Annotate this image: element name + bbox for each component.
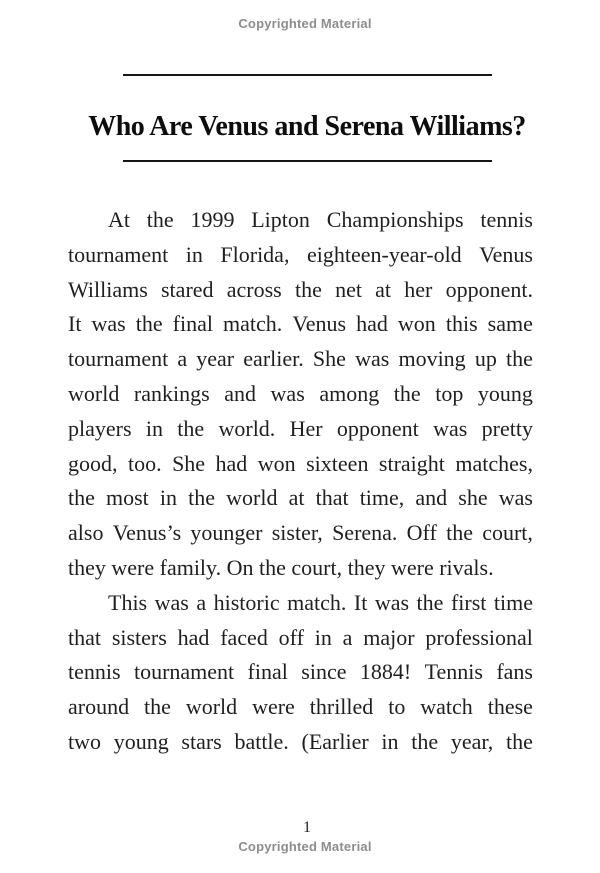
word: sisters (111, 624, 167, 650)
body-text-line (68, 481, 533, 516)
word: time (493, 589, 533, 615)
body-text-line (68, 516, 533, 551)
word: historic (213, 589, 280, 615)
word: the (68, 485, 95, 511)
word: Venus (292, 311, 347, 337)
word: young (477, 380, 533, 406)
word: tournament (133, 659, 235, 685)
word: in (185, 241, 203, 267)
word: two (68, 728, 101, 754)
body-text-line (68, 342, 533, 377)
word: Venus’s (112, 520, 182, 546)
word: in (159, 485, 178, 511)
word: She (312, 346, 346, 372)
word: At (108, 207, 130, 232)
word: in (381, 728, 399, 754)
body-text-line (68, 238, 533, 273)
word: battle. (234, 728, 289, 754)
body-text-line (68, 377, 533, 412)
word: off (278, 624, 304, 650)
copyright-watermark-bottom: Copyrighted Material (238, 839, 372, 854)
body-text-line (68, 447, 533, 482)
word: first (450, 589, 487, 615)
word: match. (223, 311, 283, 337)
word: net (335, 276, 362, 302)
word: the (177, 415, 205, 441)
word: among (319, 380, 380, 406)
chapter-title: Who Are Venus and Serena Williams? (88, 110, 526, 142)
word: the (294, 276, 322, 302)
word: most (106, 485, 149, 511)
word: and (415, 485, 448, 511)
body-text-line (68, 690, 533, 725)
word: to (388, 694, 406, 720)
word: final (172, 311, 213, 337)
word: earlier. (243, 346, 304, 372)
word: won (397, 311, 436, 337)
word: was (498, 485, 533, 511)
word: in (145, 415, 163, 441)
word: eighteen-year-old (306, 241, 462, 267)
word: world (68, 380, 120, 406)
word: (Earlier (301, 728, 369, 754)
body-text-line (68, 307, 533, 342)
word: stared (161, 276, 214, 302)
word: had (215, 450, 248, 476)
word: Serena. (332, 520, 398, 546)
word: was (374, 589, 410, 615)
word: rankings (133, 380, 210, 406)
body-text-line (68, 586, 533, 621)
word: won (257, 450, 296, 476)
word: across (226, 276, 282, 302)
word: opponent (336, 415, 419, 441)
body-text-line (68, 725, 533, 760)
word: stars (181, 728, 222, 754)
word: at (288, 485, 305, 511)
word: Lipton (251, 207, 310, 232)
page-number: 1 (303, 819, 311, 836)
word: were (252, 694, 295, 720)
word: This (108, 589, 148, 615)
word: year, (450, 728, 494, 754)
word: was (355, 346, 390, 372)
word: tennis (68, 659, 121, 685)
word: major (363, 624, 415, 650)
word: had (356, 311, 388, 337)
word: the (506, 346, 533, 372)
word: up (474, 346, 497, 372)
word: also (68, 520, 104, 546)
word: the (144, 694, 171, 720)
word: final (247, 659, 288, 685)
word: a (196, 589, 207, 615)
word: 1999 (190, 207, 235, 232)
body-text-line: they were family. On the court, they were rivals. (68, 554, 494, 580)
word: moving (398, 346, 466, 372)
word: this (445, 311, 478, 337)
word: sister, (271, 520, 323, 546)
word: court, (482, 520, 533, 546)
copyright-watermark-top: Copyrighted Material (238, 16, 372, 31)
body-text-line (68, 273, 533, 308)
word: was (154, 589, 189, 615)
word: world. (218, 415, 276, 441)
word: fans (496, 659, 533, 685)
word: had (177, 624, 210, 650)
word: professional (425, 624, 533, 650)
word: tennis (480, 207, 533, 232)
title-divider-top (123, 74, 492, 76)
word: 1884! (359, 659, 412, 685)
body-text-block (68, 203, 533, 760)
word: in (314, 624, 332, 650)
word: sixteen (306, 450, 369, 476)
word: world (185, 694, 238, 720)
word: watch (420, 694, 473, 720)
word: she (458, 485, 488, 511)
body-text-line (68, 621, 533, 656)
word: Florida, (220, 241, 290, 267)
word: a (177, 346, 188, 372)
body-text-line (68, 412, 533, 447)
word: around (68, 694, 130, 720)
word: the (393, 380, 421, 406)
word: opponent. (445, 276, 533, 302)
word: She (172, 450, 206, 476)
title-divider-bottom (123, 160, 492, 162)
word: since (301, 659, 347, 685)
word: top (435, 380, 464, 406)
word: world (226, 485, 278, 511)
word: pretty (481, 415, 533, 441)
word: Her (289, 415, 323, 441)
word: at (375, 276, 392, 302)
word: It (68, 311, 82, 337)
word: these (487, 694, 533, 720)
word: that (315, 485, 349, 511)
word: the (506, 728, 533, 754)
word: thrilled (309, 694, 374, 720)
word: It (353, 589, 368, 615)
word: the (416, 589, 444, 615)
word: players (68, 415, 132, 441)
word: straight (378, 450, 445, 476)
word: her (404, 276, 433, 302)
word: young (113, 728, 169, 754)
body-text-line (68, 203, 533, 238)
word: faced (220, 624, 268, 650)
word: match. (287, 589, 347, 615)
word: Tennis (424, 659, 483, 685)
word: the (188, 485, 216, 511)
word: a (342, 624, 353, 650)
word: the (135, 311, 163, 337)
word: too. (127, 450, 162, 476)
word: year (196, 346, 235, 372)
word: was (270, 380, 305, 406)
word: matches, (455, 450, 533, 476)
word: tournament (68, 241, 169, 267)
word: that (68, 624, 101, 650)
word: Venus (479, 241, 533, 267)
word: the (411, 728, 439, 754)
word: Williams (68, 276, 148, 302)
word: the (446, 520, 473, 546)
word: was (433, 415, 468, 441)
word: tournament (68, 346, 169, 372)
word: same (487, 311, 533, 337)
body-text-line (68, 655, 533, 690)
word: younger (190, 520, 263, 546)
word: good, (68, 450, 118, 476)
word: was (91, 311, 126, 337)
word: and (224, 380, 256, 406)
word: Championships (326, 207, 464, 232)
word: the (146, 207, 174, 232)
word: time, (359, 485, 405, 511)
word: Off (406, 520, 437, 546)
